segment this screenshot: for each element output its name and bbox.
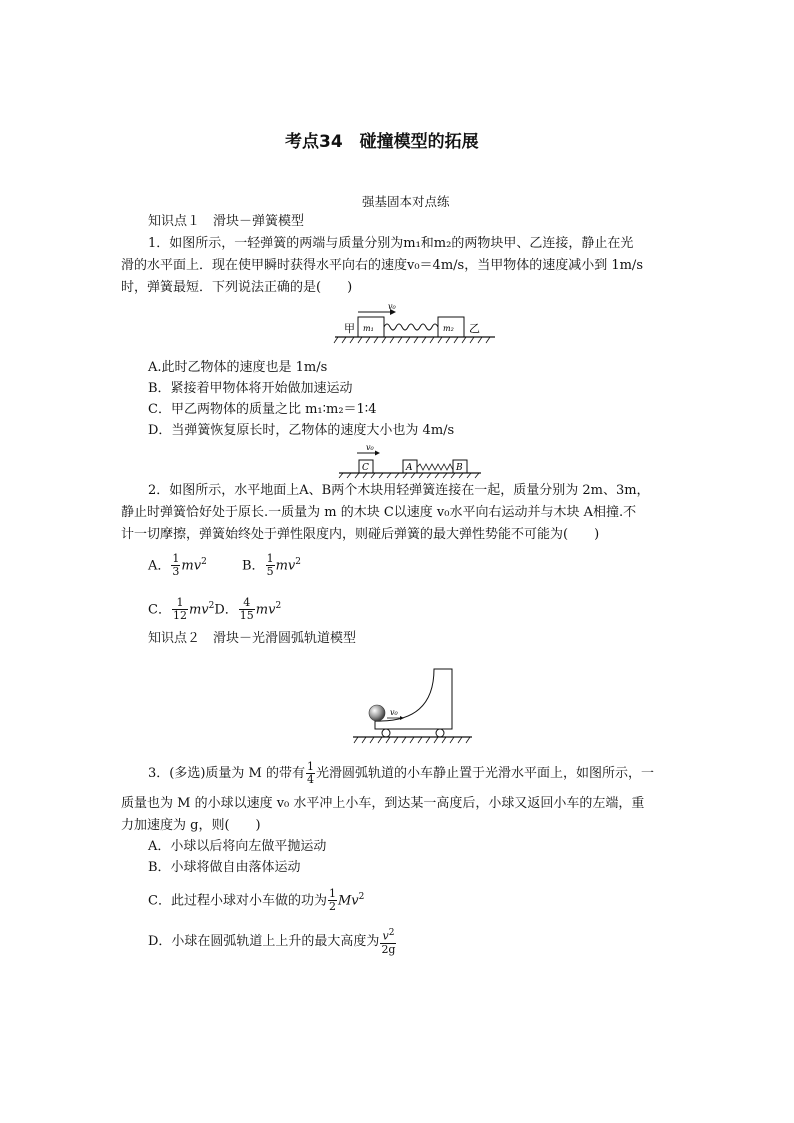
q3-option-b: B．小球将做自由落体运动 [148, 860, 301, 875]
fig1-left-label: 甲 [344, 322, 355, 335]
q2-figure [335, 442, 485, 482]
fig2-a-label: A [406, 463, 413, 473]
q1-line-2: 滑的水平面上．现在使甲瞬时获得水平向右的速度v₀＝4m/s，当甲物体的速度减小到 1m/s [121, 258, 643, 273]
q3-line-3: 力加速度为 g，则( ) [121, 818, 261, 833]
fig3-v0-label: v₀ [390, 708, 398, 717]
arrowhead-icon [375, 451, 380, 456]
q2-line-3: 计一切摩擦，弹簧始终处于弹性限度内，则碰后弹簧的最大弹性势能不可能为( ) [121, 527, 600, 542]
knowledge-point-1: 知识点１ 滑块－弹簧模型 [148, 214, 305, 229]
q3-line-1: 3．(多选)质量为 M 的带有 $\frac{1}{4}$ 光滑圆弧轨道的小车静止置于光滑水平面上，如图所示，一 [148, 760, 655, 786]
page-title: 考点34 碰撞模型的拓展 [285, 132, 479, 152]
wheel-right [436, 729, 444, 737]
q3-line-2: 质量也为 M 的小球以速度 v₀ 水平冲上小车，到达某一高度后，小球又返回小车的左端，重 [121, 796, 645, 811]
ball [369, 705, 385, 721]
q1-option-d: D．当弹簧恢复原长时，乙物体的速度大小也为 4m/s [148, 423, 455, 438]
fig2-ground-hatch [339, 473, 479, 478]
fig3-ground-hatch [354, 737, 470, 743]
q1-option-c: C．甲乙两物体的质量之比 m₁∶m₂＝1∶4 [148, 402, 377, 417]
fig2-v0-label: v₀ [366, 443, 374, 452]
q2-line-1: 2．如图所示，水平地面上A、B两个木块用轻弹簧连接在一起，质量分别为 2m、3m， [148, 483, 650, 498]
fig1-v0-label: v₀ [388, 302, 396, 311]
q1-line-1: 1．如图所示，一轻弹簧的两端与质量分别为m₁和m₂的两物块甲、乙连接，静止在光 [148, 236, 634, 251]
section-heading: 强基固本对点练 [362, 194, 450, 209]
fig1-m1-label: m₁ [363, 324, 374, 333]
q2-option-b: B． $\frac{1}{5}$ $mv^2$ [242, 552, 301, 579]
q2-line-2: 静止时弹簧恰好处于原长.一质量为 m 的木块 C以速度 v₀水平向右运动并与木块 A相撞.不 [121, 505, 637, 520]
q1-option-b: B．紧接着甲物体将开始做加速运动 [148, 381, 353, 396]
fig1-m2-label: m₂ [443, 324, 454, 333]
q1-option-a: A.此时乙物体的速度也是 1m/s [148, 360, 328, 375]
q1-line-3: 时，弹簧最短．下列说法正确的是( ) [121, 280, 353, 295]
wheel-left [382, 729, 390, 737]
q3-option-d: D．小球在圆弧轨道上上升的最大高度为 $\frac{v^2}{2g}$ [148, 928, 396, 956]
fig1-right-label: 乙 [469, 322, 480, 335]
ground-hatch [334, 337, 490, 343]
knowledge-point-2: 知识点２ 滑块－光滑圆弧轨道模型 [148, 631, 357, 646]
q2-option-a: A． $\frac{1}{3}$ $mv^2$ [148, 552, 207, 579]
q2-option-c-d: C． $\frac{1}{12}$ $mv^2D$． $\frac{4}{15}$ $mv^2$ [148, 596, 282, 623]
fig2-c-label: C [362, 463, 369, 473]
fig2-b-label: B [456, 463, 463, 473]
cart-arc-track [375, 669, 452, 729]
q3-option-a: A．小球以后将向左做平抛运动 [148, 839, 327, 854]
q3-figure [350, 663, 475, 750]
fig2-spring [417, 464, 456, 470]
q1-figure [330, 300, 500, 350]
q3-option-c: C．此过程小球对小车做的功为 $\frac{1}{2}$ Mv$^2$ [148, 887, 365, 914]
